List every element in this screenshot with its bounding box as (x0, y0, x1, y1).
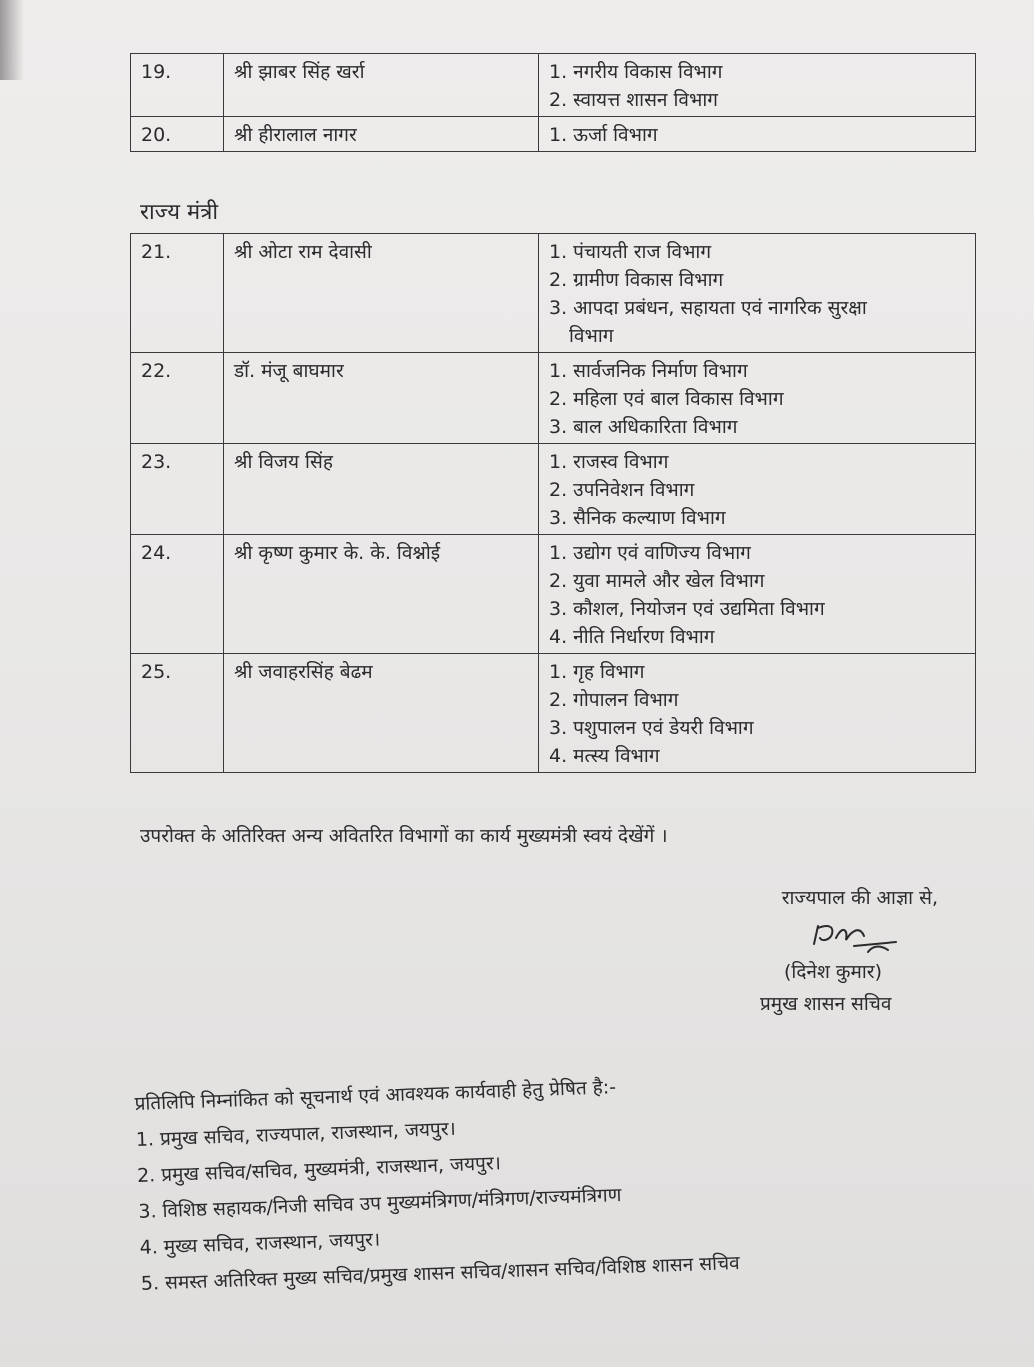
signer-name: (दिनेश कुमार) (784, 961, 882, 983)
department-list (539, 54, 976, 117)
department-item: 4. मत्स्य विभाग (549, 745, 660, 767)
copy-list-item: 2. प्रमुख सचिव/सचिव, मुख्यमंत्री, राजस्थान, जयपुर। (136, 1152, 502, 1187)
page-edge-shadow (0, 0, 24, 80)
department-item: 2. गोपालन विभाग (549, 689, 679, 711)
department-item: 2. युवा मामले और खेल विभाग (549, 570, 765, 592)
table-row (131, 117, 976, 152)
signer-designation: प्रमुख शासन सचिव (760, 993, 892, 1015)
department-item: 2. उपनिवेशन विभाग (549, 479, 695, 501)
minister-name: श्री ओटा राम देवासी (224, 234, 539, 353)
department-item: 1. उद्योग एवं वाणिज्य विभाग (549, 542, 751, 564)
table-row (131, 234, 976, 353)
department-item: 1. पंचायती राज विभाग (549, 241, 712, 263)
minister-name: श्री कृष्ण कुमार के. के. विश्नोई (224, 535, 539, 654)
department-item: 4. नीति निर्धारण विभाग (549, 626, 715, 648)
copy-distribution-block (134, 1065, 740, 1302)
department-list (539, 654, 976, 773)
department-item: 2. ग्रामीण विकास विभाग (549, 269, 724, 291)
ministers-table-continued (130, 53, 976, 152)
department-item: 1. सार्वजनिक निर्माण विभाग (549, 360, 748, 382)
department-item: 1. गृह विभाग (549, 661, 645, 683)
department-item: 3. कौशल, नियोजन एवं उद्यमिता विभाग (549, 598, 825, 620)
department-list (539, 234, 976, 353)
table-row (131, 353, 976, 444)
minister-name: श्री हीरालाल नागर (224, 117, 539, 152)
department-item: 1. राजस्व विभाग (549, 451, 669, 473)
handwritten-signature (808, 916, 898, 958)
copy-heading: प्रतिलिपि निम्नांकित को सूचनार्थ एवं आवश्यक कार्यवाही हेतु प्रेषित है:- (134, 1076, 617, 1115)
minister-name: डॉ. मंजू बाघमार (224, 353, 539, 444)
serial-number: 21. (131, 234, 224, 353)
serial-number: 25. (131, 654, 224, 773)
table-row (131, 444, 976, 535)
serial-number: 20. (131, 117, 224, 152)
serial-number: 22. (131, 353, 224, 444)
serial-number: 23. (131, 444, 224, 535)
copy-list-item: 5. समस्त अतिरिक्त मुख्य सचिव/प्रमुख शासन सचिव/शासन सचिव/विशिष्ठ शासन सचिव (140, 1251, 741, 1295)
minister-name: श्री जवाहरसिंह बेढम (224, 654, 539, 773)
table-row (131, 654, 976, 773)
department-item: 3. आपदा प्रबंधन, सहायता एवं नागरिक सुरक्षा (549, 297, 867, 319)
department-item: 2. स्वायत्त शासन विभाग (549, 89, 718, 111)
table-row (131, 535, 976, 654)
table-row (131, 54, 976, 117)
undistributed-departments-note: उपरोक्त के अतिरिक्त अन्य अवितरित विभागों का कार्य मुख्यमंत्री स्वयं देखेंगें । (140, 825, 668, 847)
department-item: 3. बाल अधिकारिता विभाग (549, 416, 738, 438)
copy-list-item: 3. विशिष्ठ सहायक/निजी सचिव उप मुख्यमंत्रिगण/मंत्रिगण/राज्यमंत्रिगण (138, 1184, 622, 1223)
department-list (539, 353, 976, 444)
governor-order-line: राज्यपाल की आज्ञा से, (781, 887, 938, 909)
serial-number: 19. (131, 54, 224, 117)
department-item: 1. नगरीय विकास विभाग (549, 61, 723, 83)
department-list (539, 535, 976, 654)
minister-name: श्री विजय सिंह (224, 444, 539, 535)
department-list (539, 444, 976, 535)
department-item: 3. सैनिक कल्याण विभाग (549, 507, 726, 529)
ministers-of-state-table (130, 233, 976, 773)
department-item: 3. पशुपालन एवं डेयरी विभाग (549, 717, 754, 739)
minister-name: श्री झाबर सिंह खर्रा (224, 54, 539, 117)
copy-list-item: 1. प्रमुख सचिव, राज्यपाल, राजस्थान, जयपुर। (135, 1117, 457, 1151)
department-item: 2. महिला एवं बाल विकास विभाग (549, 388, 784, 410)
department-item: 1. ऊर्जा विभाग (549, 124, 658, 146)
copy-list-item: 4. मुख्य सचिव, राजस्थान, जयपुर। (139, 1228, 381, 1259)
department-item-continuation: विभाग (569, 325, 614, 347)
section-title: राज्य मंत्री (140, 200, 219, 225)
department-list (539, 117, 976, 152)
serial-number: 24. (131, 535, 224, 654)
